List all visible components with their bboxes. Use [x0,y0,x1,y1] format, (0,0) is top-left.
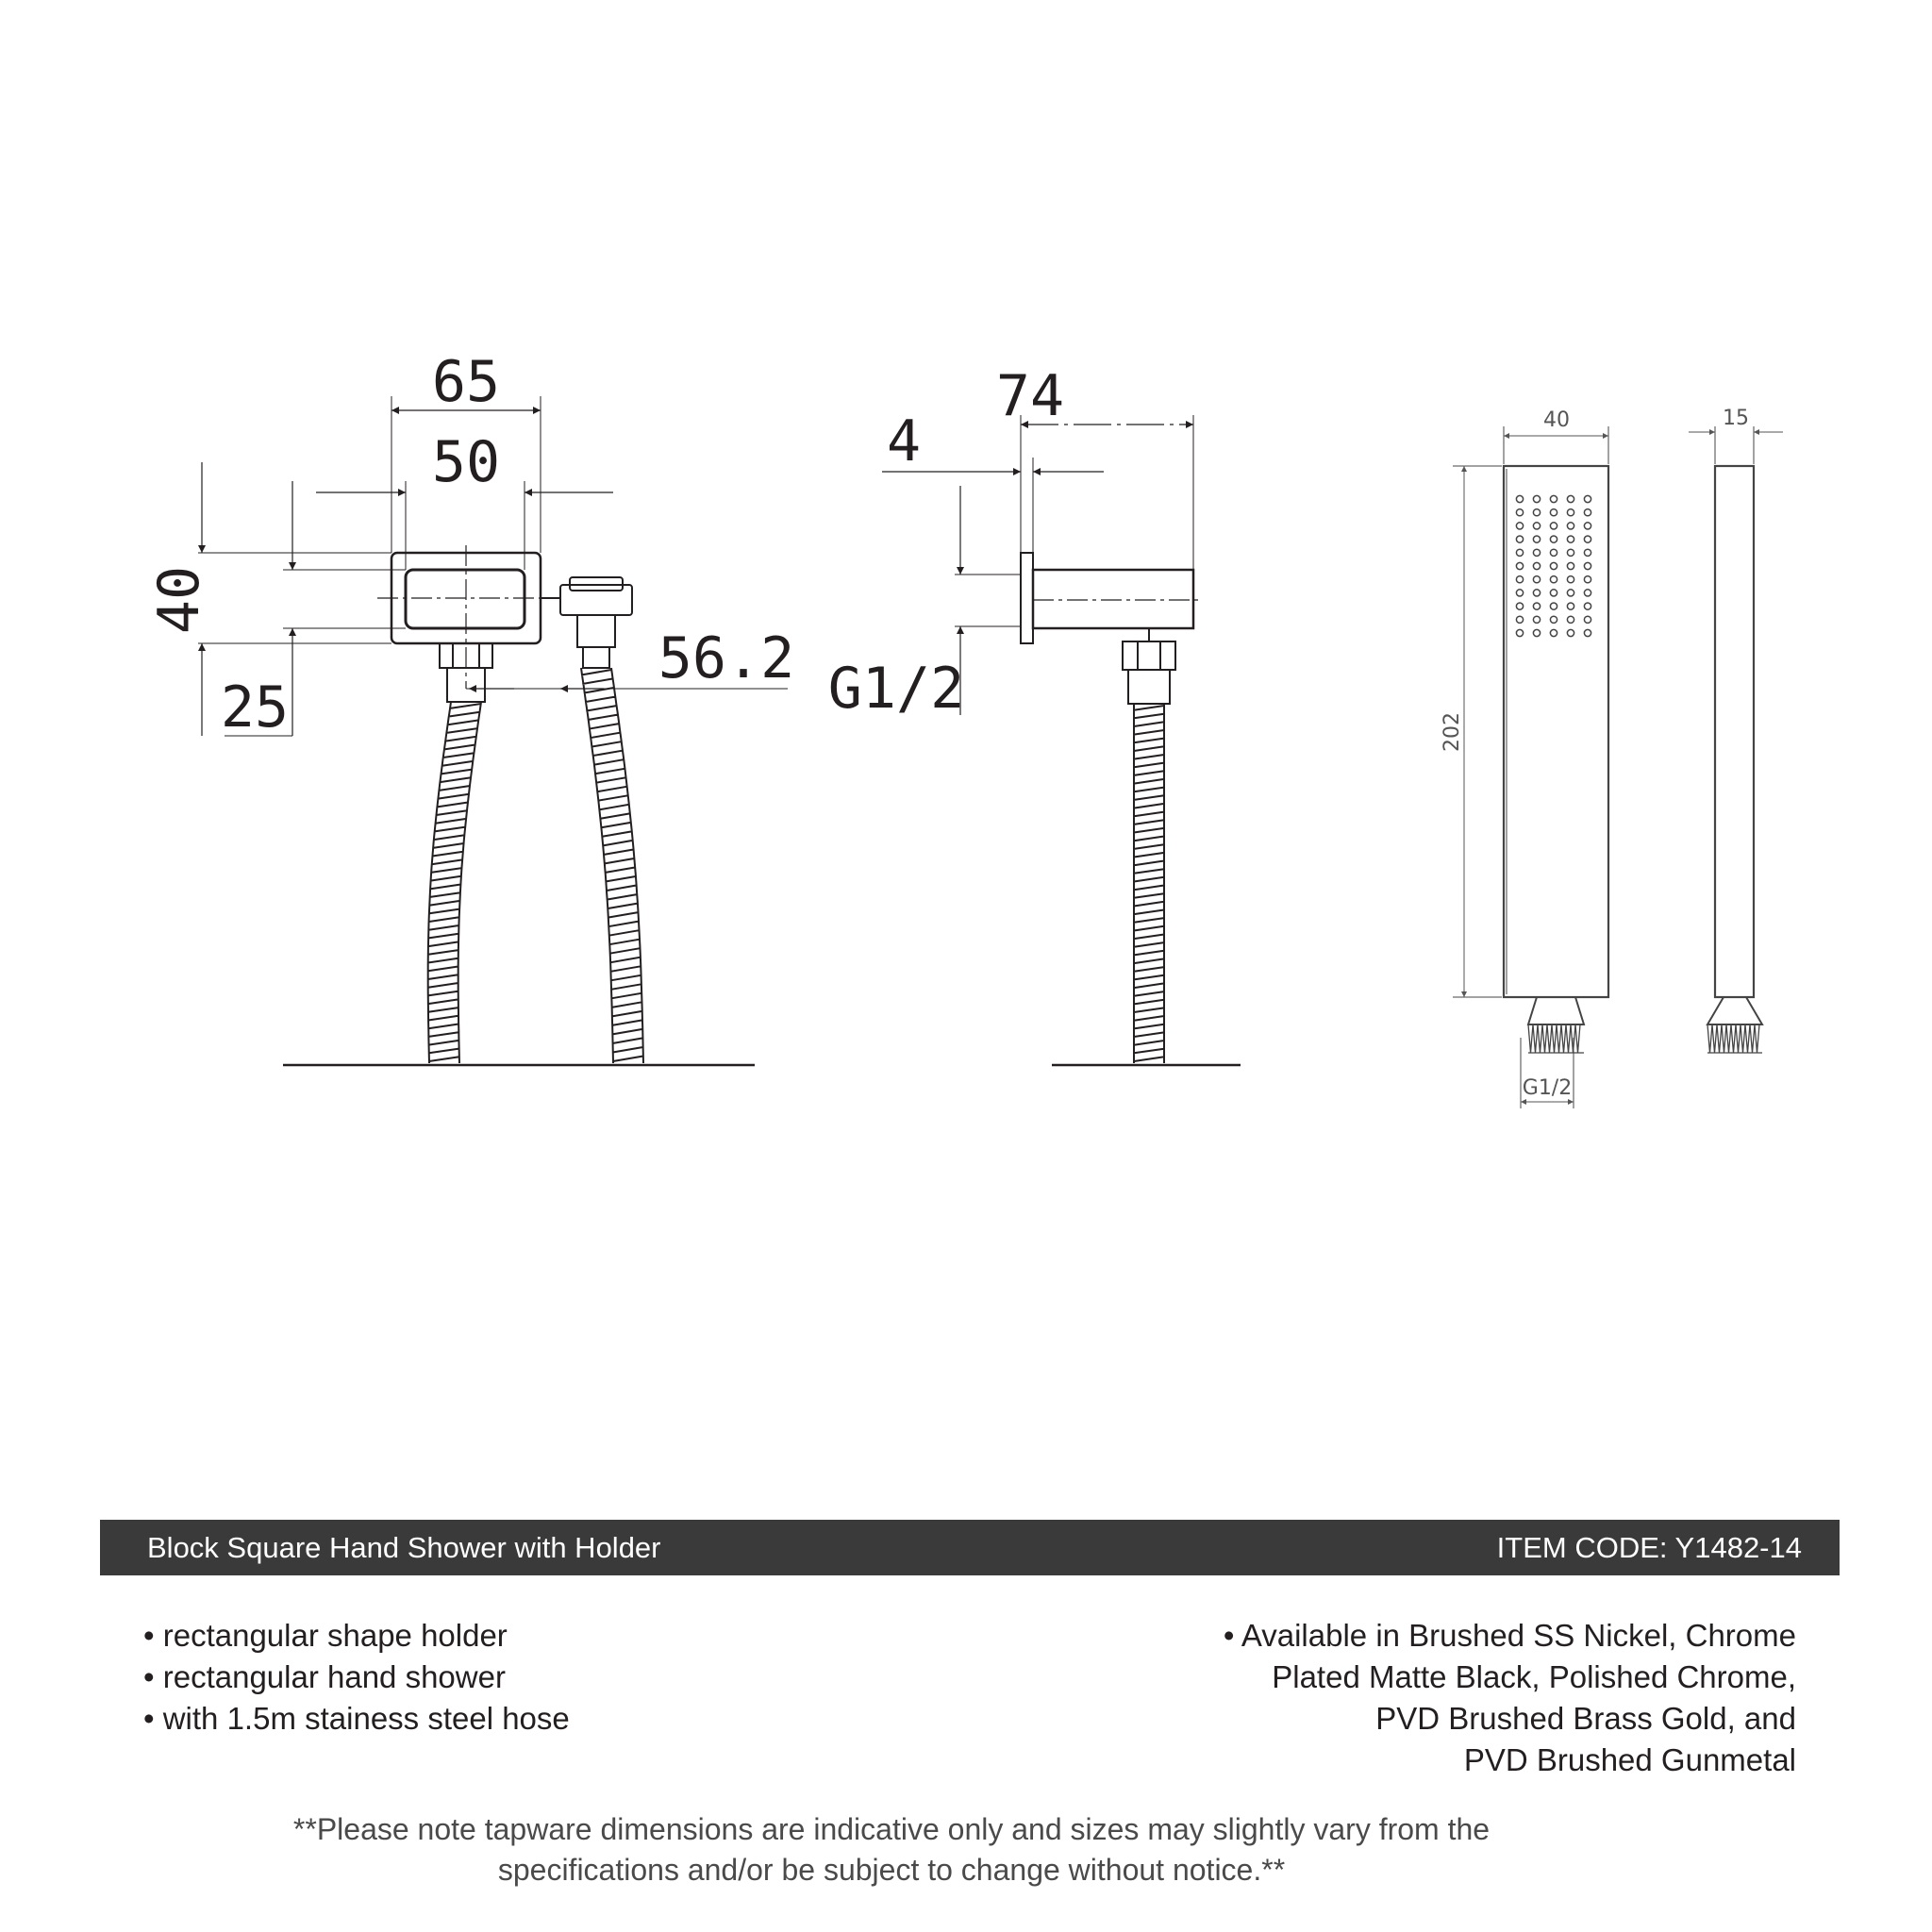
nozzle-dot [1550,629,1557,636]
nozzle-dot [1550,562,1557,569]
nozzle-dot [1584,523,1591,529]
dim-thread-side: G1/2 [827,656,965,722]
dim-hs-thread: G1/2 [1522,1076,1573,1100]
feature-list [143,1615,570,1740]
thread-ridge [1561,1024,1566,1053]
hose-left [428,702,481,1063]
nozzle-dot [1533,590,1540,596]
nozzle-dot [1567,562,1574,569]
dim-projection: 74 [995,363,1065,429]
nozzle-dot [1533,536,1540,542]
product-title: Block Square Hand Shower with Holder [147,1531,661,1564]
finish-line: Plated Matte Black, Polished Chrome, [1272,1659,1796,1694]
thread-ridge [1750,1024,1755,1053]
nozzle-dot [1533,629,1540,636]
nozzle-dot [1584,616,1591,623]
hand-shower-body [1504,466,1608,997]
nozzle-dot [1550,549,1557,556]
nozzle-dot [1533,603,1540,609]
thread-ridge [1575,1024,1580,1053]
nozzle-dot [1550,616,1557,623]
spray-nozzles [1516,495,1591,636]
nozzle-dot [1550,509,1557,516]
nozzle-dot [1567,495,1574,502]
thread-ridge [1731,1024,1736,1053]
nozzle-dot [1533,549,1540,556]
nozzle-dot [1516,629,1523,636]
feature-item: • rectangular hand shower [143,1659,506,1694]
finish-line: PVD Brushed Brass Gold, and [1375,1701,1796,1736]
side-hose-group [1134,704,1164,1063]
feature-item: • with 1.5m stainess steel hose [143,1701,570,1736]
nozzle-dot [1567,603,1574,609]
nozzle-dot [1533,495,1540,502]
nozzle-dot [1567,629,1574,636]
thread-ridge [1745,1024,1750,1053]
thread-ridge [1736,1024,1740,1053]
nozzle-dot [1550,590,1557,596]
nozzle-dot [1567,509,1574,516]
thread-ridge [1533,1024,1538,1053]
side-body [1033,570,1193,628]
disclaimer-line: specifications and/or be subject to change without notice.** [497,1853,1286,1887]
nozzle-dot [1584,495,1591,502]
nozzle-dot [1516,562,1523,569]
thread-ridge [1712,1024,1717,1053]
dim-width-inner: 50 [431,429,501,495]
nozzle-dot [1567,523,1574,529]
nozzle-dot [1567,590,1574,596]
item-code: ITEM CODE: Y1482-14 [1496,1531,1802,1564]
side-view [882,415,1241,1065]
nozzle-dot [1516,616,1523,623]
nozzle-dot [1584,576,1591,583]
hose-right [581,668,643,1063]
nozzle-dot [1584,549,1591,556]
nozzle-dot [1533,523,1540,529]
nozzle-dot [1550,576,1557,583]
dim-hs-depth: 15 [1723,407,1749,430]
hand-shower-side [1689,426,1783,1053]
nozzle-dot [1516,509,1523,516]
nozzle-dot [1584,629,1591,636]
nozzle-dot [1584,603,1591,609]
dim-hs-width: 40 [1543,408,1570,432]
dim-hs-length: 202 [1441,712,1464,752]
thread-ridge [1552,1024,1557,1053]
finish-line: • Available in Brushed SS Nickel, Chrome [1223,1618,1796,1653]
hand-shower-front [1453,426,1608,1108]
nozzle-dot [1516,576,1523,583]
wall-plate [1021,553,1033,643]
nozzle-dot [1584,562,1591,569]
dim-offset: 56.2 [658,625,795,691]
nozzle-dot [1533,576,1540,583]
dim-bottom: 25 [220,675,290,741]
dim-plate: 4 [886,408,922,475]
front-hoses [428,668,643,1063]
nozzle-dot [1516,523,1523,529]
hand-shower-side-body [1715,466,1754,997]
side-nut [1123,641,1175,670]
nozzle-dot [1567,549,1574,556]
nozzle-dot [1533,562,1540,569]
nozzle-dot [1516,495,1523,502]
nozzle-dot [1533,509,1540,516]
finish-list [1224,1615,1796,1781]
side-hose [1134,704,1164,1063]
nozzle-dot [1533,616,1540,623]
disclaimer-line: **Please note tapware dimensions are indicative only and sizes may slightly vary from the [292,1812,1491,1846]
dim-height: 40 [146,565,212,635]
title-banner [100,1520,1840,1575]
feature-item: • rectangular shape holder [143,1618,508,1653]
nozzle-dot [1550,536,1557,542]
thread-ridge [1528,1024,1533,1053]
nozzle-dot [1567,576,1574,583]
nozzle-dot [1567,536,1574,542]
nozzle-dot [1584,509,1591,516]
thread-ridge [1538,1024,1542,1053]
nozzle-dot [1516,603,1523,609]
nozzle-dot [1516,549,1523,556]
thread-ridge [1557,1024,1561,1053]
holder-opening [406,570,525,628]
nozzle-dot [1550,495,1557,502]
nozzle-dot [1550,523,1557,529]
nozzle-dot [1516,590,1523,596]
thread-ridge [1740,1024,1745,1053]
thread-ridge [1707,1024,1712,1053]
nozzle-dot [1550,603,1557,609]
nozzle-dot [1584,590,1591,596]
thread-ridge [1755,1024,1759,1053]
thread-ridge [1717,1024,1722,1053]
thread-ridge [1542,1024,1547,1053]
dim-width-outer: 65 [431,349,501,415]
nozzle-dot [1516,536,1523,542]
disclaimer [0,1809,1783,1890]
thread-ridge [1722,1024,1726,1053]
nozzle-dot [1584,536,1591,542]
thread-ridge [1547,1024,1552,1053]
thread-ridge [1566,1024,1571,1053]
finish-line: PVD Brushed Gunmetal [1463,1742,1796,1777]
nozzle-dot [1567,616,1574,623]
thread-ridge [1726,1024,1731,1053]
